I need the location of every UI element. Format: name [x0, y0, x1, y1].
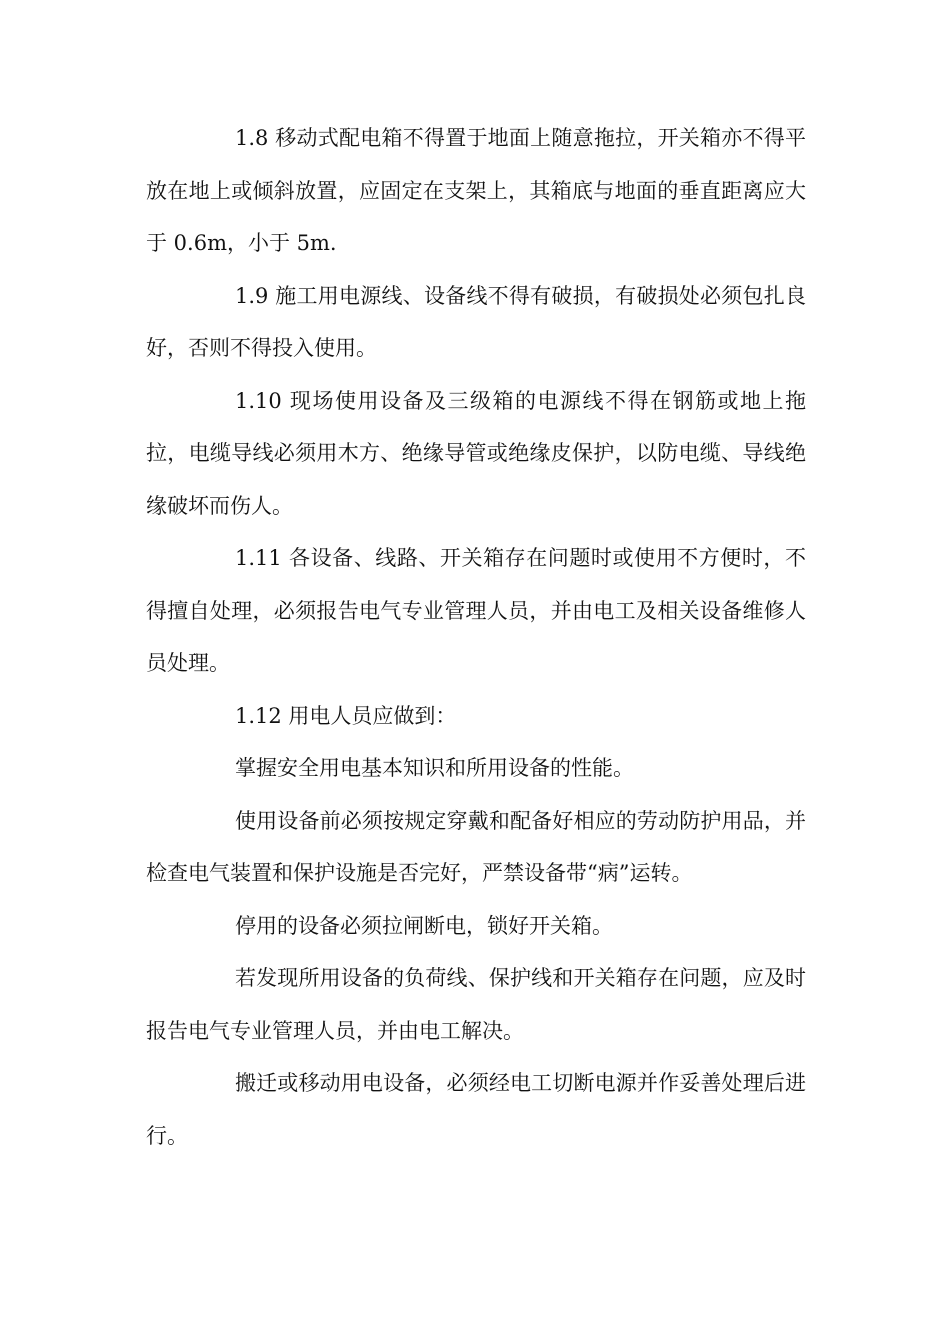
requirement-power-off: 停用的设备必须拉闸断电，锁好开关箱。	[235, 913, 613, 938]
requirement-knowledge: 掌握安全用电基本知识和所用设备的性能。	[235, 756, 634, 780]
paragraph-1-11: 1.11 各设备、线路、开关箱存在问题时或使用不方便时，不得擅自处理，必须报告电气专业管理人员，并由电工及相关设备维修人员处理。	[146, 546, 806, 675]
requirement-report-issues: 若发现所用设备的负荷线、保护线和开关箱存在问题，应及时报告电气专业管理人员，并由电工解决。	[146, 966, 806, 1043]
document-body	[146, 112, 806, 1162]
paragraph-1-8: 1.8 移动式配电箱不得置于地面上随意拖拉，开关箱亦不得平放在地上或倾斜放置，应固定在支架上，其箱底与地面的垂直距离应大于 0.6m，小于 5m.	[146, 126, 806, 255]
paragraph-1-9: 1.9 施工用电源线、设备线不得有破损，有破损处必须包扎良好，否则不得投入使用。	[146, 283, 806, 360]
requirement-protective-equipment: 使用设备前必须按规定穿戴和配备好相应的劳动防护用品，并检查电气装置和保护设施是否完好，严禁设备带“病”运转。	[146, 808, 806, 885]
paragraph-1-10: 1.10 现场使用设备及三级箱的电源线不得在钢筋或地上拖拉，电缆导线必须用木方、绝缘导管或绝缘皮保护，以防电缆、导线绝缘破坏而伤人。	[146, 388, 806, 518]
paragraph-1-12: 1.12 用电人员应做到：	[235, 703, 457, 728]
requirement-relocation: 搬迁或移动用电设备，必须经电工切断电源并作妥善处理后进行。	[146, 1071, 806, 1148]
